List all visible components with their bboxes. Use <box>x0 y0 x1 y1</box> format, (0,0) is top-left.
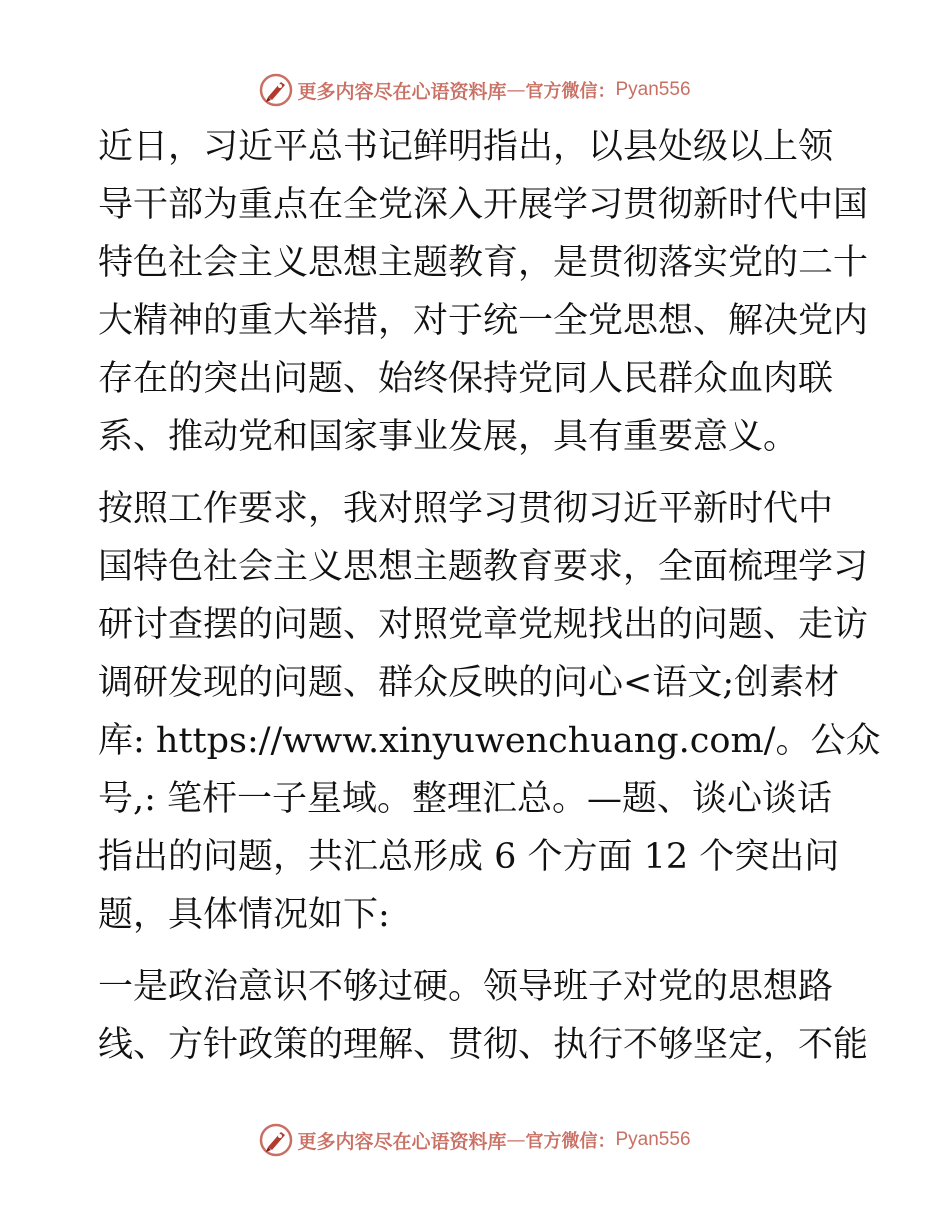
text-line: 存在的突出问题、始终保持党同人民群众血肉联 <box>98 359 834 399</box>
text-line: 特色社会主义思想主题教育，是贯彻落实党的二十 <box>98 243 869 283</box>
paragraph-2 <box>98 480 881 944</box>
banner-contact-id: Pyan556 <box>615 79 691 100</box>
banner-contact-id: Pyan556 <box>615 1129 691 1150</box>
paragraph-3 <box>98 958 869 1074</box>
text-line: 号,: 笔杆一子星域。整理汇总。—题、谈心谈话 <box>98 779 833 819</box>
text-line: 导干部为重点在全党深入开展学习贯彻新时代中国 <box>98 185 869 225</box>
footer-banner <box>0 1120 950 1160</box>
paragraph-1 <box>98 118 869 466</box>
text-line: 系、推动党和国家事业发展，具有重要意义。 <box>98 417 799 457</box>
text-line: 国特色社会主义思想主题教育要求，全面梳理学习 <box>98 547 869 587</box>
text-line: 题，具体情况如下: <box>98 895 390 935</box>
header-banner <box>0 70 950 110</box>
banner-dash: — <box>506 79 526 101</box>
text-line: 近日，习近平总书记鲜明指出，以县处级以上领 <box>98 127 834 167</box>
text-line: 研讨查摆的问题、对照党章党规找出的问题、走访 <box>98 605 869 645</box>
banner-contact-label: 官方微信： <box>525 1131 616 1152</box>
banner-contact-label: 官方微信： <box>525 81 616 102</box>
text-line: 调研发现的问题、群众反映的问心<语文;创素材 <box>98 663 840 703</box>
banner-dash: — <box>506 1129 526 1151</box>
text-line: 按照工作要求，我对照学习贯彻习近平新时代中 <box>98 489 834 529</box>
banner-main-text: 更多内容尽在心语资料库 <box>297 80 507 103</box>
text-line: 库: https://www.xinyuwenchuang.com/。公众 <box>98 721 881 761</box>
text-line: 线、方针政策的理解、贯彻、执行不够坚定，不能 <box>98 1025 869 1065</box>
banner-main-text: 更多内容尽在心语资料库 <box>297 1130 507 1153</box>
pen-quill-logo-icon <box>259 73 293 107</box>
text-line: 一是政治意识不够过硬。领导班子对党的思想路 <box>98 967 834 1007</box>
pen-quill-logo-icon <box>259 1123 293 1157</box>
document-body <box>98 118 881 1088</box>
text-line: 指出的问题，共汇总形成 6 个方面 12 个突出问 <box>98 837 840 877</box>
text-line: 大精神的重大举措，对于统一全党思想、解决党内 <box>98 301 869 341</box>
